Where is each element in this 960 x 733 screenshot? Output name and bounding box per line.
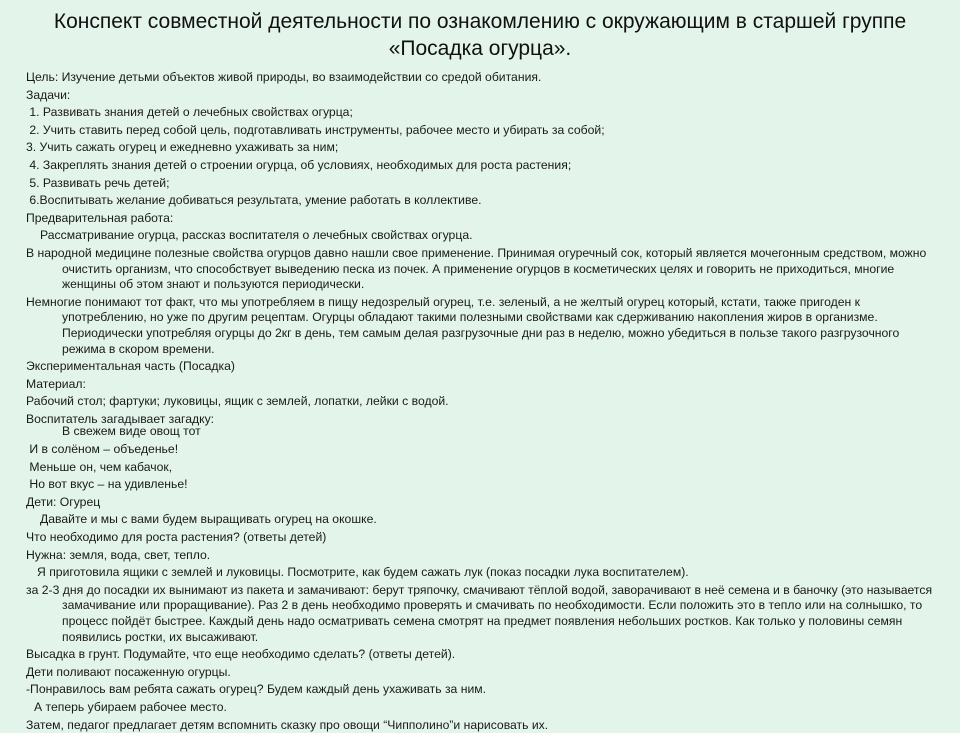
riddle-line: Но вот вкус – на удивленье! — [26, 477, 188, 492]
final-text: Затем, педагог предлагает детям вспомнить сказку про овощи “Чипполино”и нарисовать их. — [26, 717, 549, 732]
prepared-text: Я приготовила ящики с землей и луковицы. Посмотрите, как будем сажать лук (показ посадки лука воспитателем). — [37, 565, 689, 580]
soaking-paragraph: за 2-3 дня до посадки их вынимают из пакета и замачивают: берут тряпочку, смачивают тёплой водой, заворачивают в неё семена и в баночку (это называется замачивание или проращивание). Раз 2 в день необходимо проверять и смачивать по необходимости. Если положить это в тепло или на солнышко, то процесс пойдёт быстрее. Каждый день надо осматривать семена смотрят на предмет появления небольших ростков. Как только у половины семян появились ростки, их высаживают. — [26, 582, 933, 644]
children-answer: Дети: Огурец — [26, 494, 101, 509]
document-body — [26, 70, 934, 733]
prelim-heading: Предварительная работа: — [26, 210, 174, 225]
riddle-line: И в солёном – объеденье! — [26, 442, 179, 457]
tasks-heading: Задачи: — [26, 87, 71, 102]
task-item: 3. Учить сажать огурец и ежедневно ухаживать за ним; — [26, 140, 339, 155]
prelim-text: Рассматривание огурца, рассказ воспитателя о лечебных свойствах огурца. — [40, 228, 473, 243]
cleanup-text: А теперь убираем рабочее место. — [34, 699, 227, 714]
task-item: 5. Развивать речь детей; — [26, 175, 170, 190]
material-heading: Материал: — [26, 376, 86, 391]
page-title: Конспект совместной деятельности по ознакомлению с окружающим в старшей группе «Посадка огурца». — [53, 10, 907, 60]
grow-invite: Давайте и мы с вами будем выращивать огурец на окошке. — [40, 512, 377, 527]
material-text: Рабочий стол; фартуки; луковицы, ящик с землей, лопатки, лейки с водой. — [26, 394, 449, 409]
riddle-line: В свежем виде овощ тот — [62, 424, 201, 439]
task-item: 2. Учить ставить перед собой цель, подготавливать инструменты, рабочее место и убирать за собой; — [26, 122, 605, 137]
growth-question: Что необходимо для роста растения? (ответы детей) — [26, 530, 327, 545]
task-item: 6.Воспитывать желание добиваться результата, умение работать в коллективе. — [26, 193, 482, 208]
task-item: 4. Закреплять знания детей о строении огурца, об условиях, необходимых для роста растения; — [26, 157, 572, 172]
task-item: 1. Развивать знания детей о лечебных свойствах огурца; — [26, 105, 353, 120]
riddle-line: Меньше он, чем кабачок, — [26, 459, 173, 474]
goal-text: Цель: Изучение детьми объектов живой природы, во взаимодействии со средой обитания. — [26, 70, 542, 84]
medicine-paragraph: В народной медицине полезные свойства огурцов давно нашли свое применение. Принимая огуречный сок, который является мочегонным средством, можно очистить организм, что способствует выведению песка из почек. А применение огурцов в косметических целях и говорить не приходиться, многие женщины об этом знают и пользуются периодически. — [26, 245, 927, 292]
needs-text: Нужна: земля, вода, свет, тепло. — [26, 547, 211, 562]
planting-text: Высадка в грунт. Подумайте, что еще необходимо сделать? (ответы детей). — [26, 647, 456, 662]
experimental-heading: Экспериментальная часть (Посадка) — [26, 359, 235, 374]
cucumber-facts-paragraph: Немногие понимают тот факт, что мы употребляем в пищу недозрелый огурец, т.е. зеленый, а не желтый огурец который, кстати, также пригоден к употреблению, но уже по другим рецептам. Огурцы обладают такими полезными свойствами как сдерживанию накопления жиров в организме. Периодически употребляя огурцы до 2кг в день, тем самым делая разгрузочные дни раз в неделю, можно убедиться в пользе такого разгрузочного режима в скором времени. — [26, 294, 900, 356]
watering-text: Дети поливают посаженную огурцы. — [26, 664, 231, 679]
riddle-intro: Воспитатель загадывает загадку: — [26, 411, 215, 426]
liked-question: -Понравилось вам ребята сажать огурец? Будем каждый день ухаживать за ним. — [26, 682, 487, 697]
